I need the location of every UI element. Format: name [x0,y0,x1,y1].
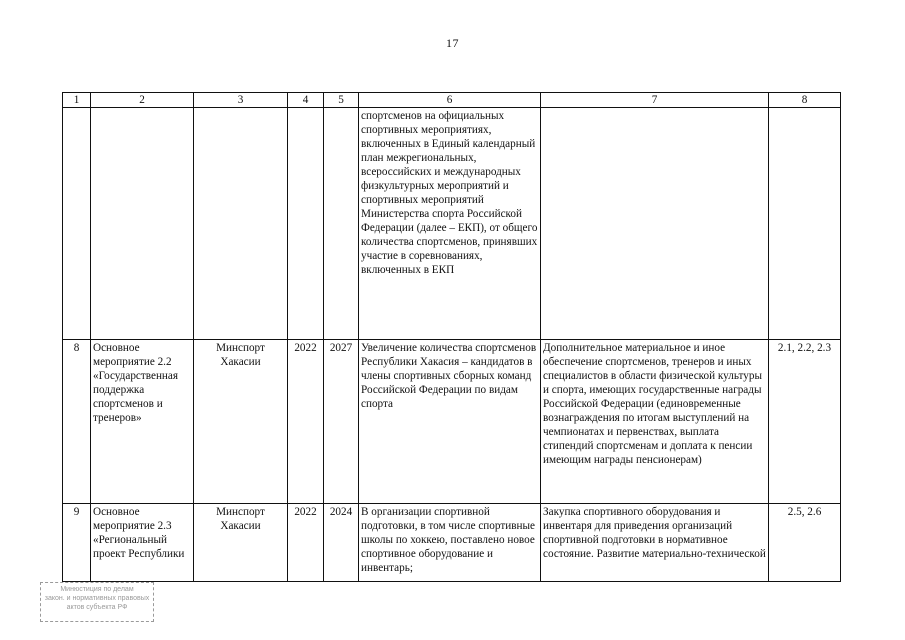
stamp-line-3: актов субъекта РФ [66,604,128,611]
start-year: 2022 [288,504,324,582]
header-col-6: 6 [359,93,541,108]
expected-result: спортсменов на официальных спортивных мероприятиях, включенных в Единый календарный план межрегиональных, всероссийских и международных физкультурных мероприятий и спортивных мероприятий Министерства спорта Российской Федерации (далее – ЕКП), от общего количества спортсменов, принявших участие в соревнованиях, включенных в ЕКП [359,108,541,340]
row-number: 8 [63,340,91,504]
header-col-2: 2 [91,93,194,108]
event-name: Основное мероприятие 2.3 «Региональный проект Республики [91,504,194,582]
header-col-4: 4 [288,93,324,108]
indicator-links [769,108,841,340]
end-year [324,108,359,340]
program-table [62,92,841,582]
header-col-1: 1 [63,93,91,108]
main-directions: Закупка спортивного оборудования и инвентаря для приведения организаций спортивной подготовки в нормативное состояние. Развитие материально-технической [541,504,769,582]
event-name [91,108,194,340]
start-year [288,108,324,340]
main-directions [541,108,769,340]
page-number: 17 [446,36,459,50]
row-number [63,108,91,340]
table-row [63,108,841,340]
table-row [63,340,841,504]
end-year: 2027 [324,340,359,504]
header-row [63,93,841,108]
table-row [63,504,841,582]
end-year: 2024 [324,504,359,582]
start-year: 2022 [288,340,324,504]
header-col-7: 7 [541,93,769,108]
registration-stamp [40,582,154,622]
row-number: 9 [63,504,91,582]
header-col-8: 8 [769,93,841,108]
stamp-line-2: закон. и нормативных правовых [44,595,150,602]
executor: Минспорт Хакасии [194,504,288,582]
header-col-3: 3 [194,93,288,108]
event-name: Основное мероприятие 2.2 «Государственная поддержка спортсменов и тренеров» [91,340,194,504]
executor [194,108,288,340]
indicator-links: 2.1, 2.2, 2.3 [769,340,841,504]
indicator-links: 2.5, 2.6 [769,504,841,582]
header-col-5: 5 [324,93,359,108]
expected-result: В организации спортивной подготовки, в том числе спортивные школы по хоккею, поставлено новое спортивное оборудование и инвентарь; [359,504,541,582]
main-directions: Дополнительное материальное и иное обеспечение спортсменов, тренеров и иных специалистов в области физической культуры и спорта, имеющих государственные награды Российской Федерации (единовременные вознаграждения по итогам выступлений на чемпионатах и первенствах, выплата стипендий спортсменам и доплата к пенсии имеющим награды пенсионерам) [541,340,769,504]
executor: Минспорт Хакасии [194,340,288,504]
expected-result: Увеличение количества спортсменов Республики Хакасия – кандидатов в члены спортивных сборных команд Российской Федерации по видам спорта [359,340,541,504]
stamp-line-1: Минюстиция по делам [60,586,134,593]
